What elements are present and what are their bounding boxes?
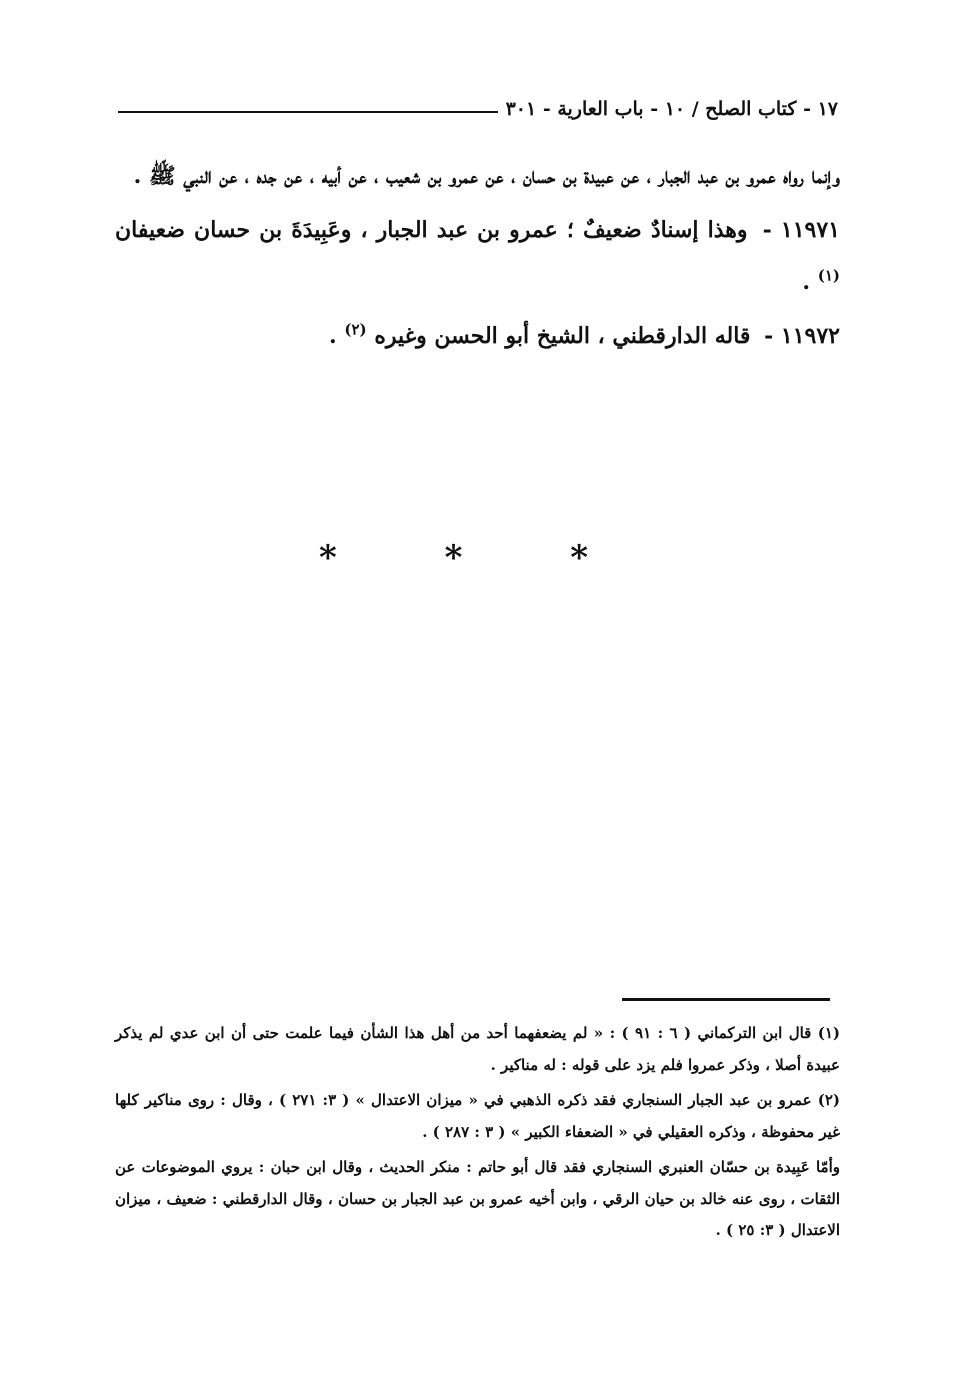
footnotes: [115, 1018, 840, 1251]
item-text: وهذا إسنادٌ ضعيفٌ ؛ عمرو بن عبد الجبار ، وعَبِيدَةَ بن حسان ضعيفان: [115, 217, 748, 243]
footnote-2-continued: وأمّا عَبِيدة بن حسّان العنبري السنجاري فقد قال أبو حاتم : منكر الحديث ، وقال ابن حبان : يروي الموضوعات عن الثقات ، روى عنه خالد بن حيان الرقي ، وابن أخيه عمرو بن عبد الجبار بن حسان ، وقال الدارقطني : ضعيف ، ميزان الاعتدال ( ٣: ٢٥ ) .: [115, 1158, 840, 1239]
main-text: [115, 150, 840, 364]
page-header: [118, 88, 838, 122]
item-end: .: [329, 323, 337, 349]
item-number: ١١٩٧١ -: [762, 217, 840, 243]
running-header-title: ١٧ - كتاب الصلح / ١٠ - باب العارية - ٣٠١: [505, 98, 838, 120]
footnote-rule: [622, 998, 830, 1001]
section-separator: * * *: [318, 538, 636, 578]
item-number: ١١٩٧٢ -: [764, 323, 840, 349]
header-rule: [118, 111, 498, 113]
paragraph-1: وإنما رواه عمرو بن عبد الجبار ، عن عبيدة بن حسان ، عن عمرو بن شعيب ، عن أبيه ، عن جده ، عن النبي ﷺ .: [133, 163, 840, 189]
item-end: .: [802, 269, 811, 295]
footnote-ref-1[interactable]: (١): [817, 266, 840, 285]
item-text: قاله الدارقطني ، الشيخ أبو الحسن وغيره: [374, 323, 751, 349]
footnote-2: (٢) عمرو بن عبد الجبار السنجاري فقد ذكره الذهبي في « ميزان الاعتدال » ( ٣: ٢٧١ ) ، وقال : روى مناكير كلها غير محفوظة ، وذكره العقيلي في « الضعفاء الكبير » ( ٣ : ٢٨٧ ) .: [115, 1091, 841, 1141]
footnote-1: (١) قال ابن التركماني ( ٦ : ٩١ ) : « لم يضعفهما أحد من أهل هذا الشأن فيما علمت حتى أن ابن عدي لم يذكر عبيدة أصلا ، وذكر عمروا فلم يزد على قوله : له مناكير .: [115, 1024, 841, 1074]
hadith-item-11972: [115, 310, 840, 362]
hadith-item-11971: [115, 204, 840, 308]
footnote-ref-2[interactable]: (٢): [344, 320, 367, 339]
